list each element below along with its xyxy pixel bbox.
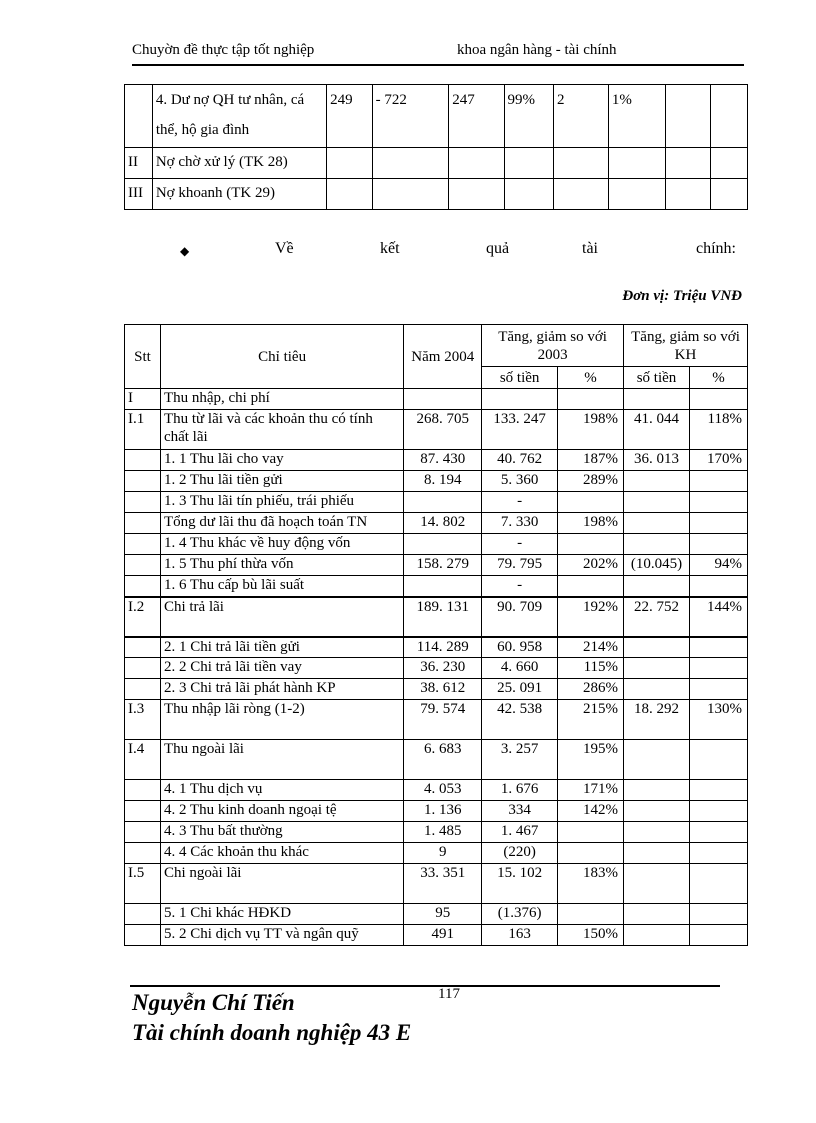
cell-p2 [689,471,747,492]
cell-nam: 6. 683 [404,740,482,780]
cell-p2 [689,534,747,555]
cell-st1: 163 [482,925,558,946]
cell-p1: 202% [558,555,624,576]
page-header [132,42,744,66]
cell-stt: I.5 [125,864,161,904]
cell-p2 [689,637,747,658]
cell-p1: 198% [558,513,624,534]
cell-stt [125,843,161,864]
cell-label: 2. 3 Chi trả lãi phát hành KP [160,679,403,700]
cell-label: Chi ngoài lãi [160,864,403,904]
table-row [125,740,748,780]
cell-label: 2. 2 Chi trả lãi tiền vay [160,658,403,679]
cell-label: Tổng dư lãi thu đã hoạch toán TN [160,513,403,534]
cell-p1: 115% [558,658,624,679]
cell-p1: 192% [558,597,624,637]
table-row [125,637,748,658]
footer-divider [130,985,720,987]
cell-label: 1. 4 Thu khác về huy động vốn [160,534,403,555]
cell-p2: 118% [689,410,747,450]
table-row [125,780,748,801]
cell-st2 [624,864,690,904]
cell-st2 [624,534,690,555]
cell-st2 [624,389,690,410]
cell-p2 [689,389,747,410]
cell-nam [404,534,482,555]
table-row [125,534,748,555]
cell-nam: 189. 131 [404,597,482,637]
cell-stt [125,658,161,679]
cell-st2 [624,843,690,864]
cell-label: 1. 6 Thu cấp bù lãi suất [160,576,403,597]
cell-label: Thu từ lãi và các khoản thu có tính chất lãi [160,410,403,450]
cell-st2 [624,904,690,925]
cell-nam: 268. 705 [404,410,482,450]
cell-p1 [558,843,624,864]
cell-stt: I.1 [125,410,161,450]
continued-loan-table [124,84,748,210]
page-number: 117 [438,986,460,1002]
cell-nam: 36. 230 [404,658,482,679]
table-row [125,555,748,576]
cell-nam: 87. 430 [404,450,482,471]
cell-p1: 198% [558,410,624,450]
cell-p2: 130% [689,700,747,740]
cell-label: Thu nhập lãi ròng (1-2) [160,700,403,740]
cell-st1: 3. 257 [482,740,558,780]
cell-st1: 90. 709 [482,597,558,637]
table-row [125,925,748,946]
cell-nam: 38. 612 [404,679,482,700]
table-row [125,801,748,822]
cell-nam: 79. 574 [404,700,482,740]
cell-nam: 9 [404,843,482,864]
cell-p1: 214% [558,637,624,658]
row-label: Nợ khoanh (TK 29) [152,179,326,210]
cell-st2 [624,492,690,513]
cell-p1: 171% [558,780,624,801]
cell-nam [404,576,482,597]
cell-label: 4. 1 Thu dịch vụ [160,780,403,801]
cell-stt [125,471,161,492]
table-row [125,597,748,637]
table-row [125,471,748,492]
table-row [125,576,748,597]
cell-p2 [689,780,747,801]
cell-st1: 25. 091 [482,679,558,700]
cell-st2 [624,471,690,492]
cell-st2 [624,740,690,780]
section-heading: ◆ Về kết quả tài chính: [180,240,736,258]
cell-st1: 79. 795 [482,555,558,576]
footer-class: Tài chính doanh nghiệp 43 E [132,1020,412,1045]
cell-label: Chi trả lãi [160,597,403,637]
header-stt: Stt [125,325,161,389]
cell-nam: 4. 053 [404,780,482,801]
cell-p1: 150% [558,925,624,946]
cell-p1: 286% [558,679,624,700]
cell-st1: 15. 102 [482,864,558,904]
cell-st1: 40. 762 [482,450,558,471]
cell-p1: 187% [558,450,624,471]
cell-st2: (10.045) [624,555,690,576]
header-right-text: khoa ngân hàng - tài chính [457,42,617,58]
cell-st1: 7. 330 [482,513,558,534]
cell-stt: I [125,389,161,410]
header-year: Năm 2004 [404,325,482,389]
cell-label: 1. 5 Thu phí thừa vốn [160,555,403,576]
cell-stt [125,555,161,576]
cell-label: 1. 1 Thu lãi cho vay [160,450,403,471]
financial-results-table: Stt Chỉ tiêu Năm 2004 Tăng, giảm so với 2003 Tăng, giảm so với KH số tiền % số tiền % I Thu nhập, chi phí I.1 Thu từ lãi và các khoản thu có tính chất lãi 268. 705 133. 247 198% 41. 044 118% 1. 1 Thu lãi cho vay 87. 430 40. 762 187% 36. 013 170% 1. 2 Thu lãi tiền gửi 8. 194 5. 360 289% 1. 3 Thu lãi tín phiếu, trái phiếu - Tổng dư lãi thu đã hoạch toán TN 14. 802 7. 330 198% 1. 4 Thu khác về huy động vốn - 1. 5 Thu phí thừa vốn 158. 279 79. 795 202% (10.045) 94% 1. 6 Thu cấp bù lãi suất - I.2 Chi trả lãi 189. 131 90. 709 192% 22. 752 144% 2. 1 Chi trả lãi tiền gửi 114. 289 60. 958 214% 2. 2 Chi trả lãi tiền vay 36. 230 4. 660 115% 2. 3 Chi trả lãi phát hành KP 38. 612 25. 091 286% I.3 Thu nhập lãi ròng (1-2) 79. 574 42. 538 215% 18. 292 130% I.4 Thu ngoài lãi 6. 683 3. 257 195% 4. 1 Thu dịch vụ 4. 053 1. 676 171% 4. 2 Thu kinh doanh ngoại tệ 1. 136 334 142% 4. 3 Thu bất thường 1. 485 1. 467 4. 4 Các khoản thu khác 9 (220) I.5 Chi ngoài lãi 33. 351 15. 102 183% 5. 1 Chi khác HĐKD 95 (1.376) 5. 2 Chi dịch vụ TT và ngân quỹ 491 163 150% [124,324,748,946]
header-left-text: Chuyờn đề thực tập tốt nghiệp [132,42,315,58]
cell-label: 5. 2 Chi dịch vụ TT và ngân quỹ [160,925,403,946]
cell-p1: 215% [558,700,624,740]
cell-p2 [689,679,747,700]
cell-nam: 1. 485 [404,822,482,843]
cell-st1: 334 [482,801,558,822]
cell-stt [125,904,161,925]
cell-p1 [558,822,624,843]
cell-stt [125,534,161,555]
cell-p2 [689,740,747,780]
cell-stt: I.3 [125,700,161,740]
table-row [125,700,748,740]
cell-st1: 1. 676 [482,780,558,801]
table-row [125,822,748,843]
cell-label: 2. 1 Chi trả lãi tiền gửi [160,637,403,658]
cell-st2 [624,513,690,534]
cell-st1: 133. 247 [482,410,558,450]
cell-label: 4. 2 Thu kinh doanh ngoại tệ [160,801,403,822]
cell-p2 [689,513,747,534]
footer-author: Nguyễn Chí Tiến [132,990,295,1015]
cell-nam: 114. 289 [404,637,482,658]
table-row [125,904,748,925]
cell-st2: 18. 292 [624,700,690,740]
cell-p1: 289% [558,471,624,492]
cell-p2 [689,658,747,679]
cell-p2 [689,843,747,864]
cell-label: 5. 1 Chi khác HĐKD [160,904,403,925]
cell-stt [125,780,161,801]
cell-label: Thu nhập, chi phí [160,389,403,410]
table-row [125,410,748,450]
table-row [125,450,748,471]
cell-stt [125,925,161,946]
cell-p1 [558,576,624,597]
cell-p2 [689,822,747,843]
cell-st1: 5. 360 [482,471,558,492]
cell-st2: 41. 044 [624,410,690,450]
cell-st2 [624,801,690,822]
cell-nam: 491 [404,925,482,946]
cell-p2: 144% [689,597,747,637]
cell-label: 4. 4 Các khoản thu khác [160,843,403,864]
cell-p1: 195% [558,740,624,780]
header-vs-2003: Tăng, giảm so với 2003 [482,325,624,367]
cell-nam [404,389,482,410]
diamond-bullet-icon: ◆ [180,244,190,258]
cell-nam: 158. 279 [404,555,482,576]
cell-st1: 42. 538 [482,700,558,740]
table-row [125,864,748,904]
cell-p2: 170% [689,450,747,471]
cell-stt [125,637,161,658]
cell-st2 [624,658,690,679]
header-chitieu: Chỉ tiêu [160,325,403,389]
cell-st1: - [482,492,558,513]
cell-stt [125,513,161,534]
cell-st1: 4. 660 [482,658,558,679]
cell-nam: 1. 136 [404,801,482,822]
cell-st1: (1.376) [482,904,558,925]
unit-label: Đơn vị: Triệu VNĐ [622,288,742,304]
row-label: Nợ chờ xử lý (TK 28) [152,148,326,179]
row-label: 4. Dư nợ QH tư nhân, cá thể, hộ gia đình [152,85,326,148]
table-row [125,843,748,864]
cell-st2 [624,925,690,946]
cell-nam: 14. 802 [404,513,482,534]
cell-st2: 22. 752 [624,597,690,637]
cell-stt [125,492,161,513]
cell-p2 [689,576,747,597]
cell-nam: 33. 351 [404,864,482,904]
cell-p1 [558,492,624,513]
table-row [125,679,748,700]
cell-label: 1. 3 Thu lãi tín phiếu, trái phiếu [160,492,403,513]
cell-p2 [689,801,747,822]
cell-p1 [558,534,624,555]
cell-st1 [482,389,558,410]
cell-st2 [624,637,690,658]
cell-stt [125,822,161,843]
cell-stt [125,679,161,700]
cell-stt [125,450,161,471]
cell-p1: 142% [558,801,624,822]
cell-label: 1. 2 Thu lãi tiền gửi [160,471,403,492]
cell-nam: 8. 194 [404,471,482,492]
cell-p2 [689,492,747,513]
table-row [125,513,748,534]
cell-st1: - [482,576,558,597]
cell-st2 [624,780,690,801]
table-row [125,389,748,410]
table-row: II Nợ chờ xử lý (TK 28) [125,148,748,179]
header-vs-plan: Tăng, giảm so với KH [624,325,748,367]
cell-p1 [558,389,624,410]
cell-stt [125,576,161,597]
cell-label: Thu ngoài lãi [160,740,403,780]
table-row [125,658,748,679]
cell-p2 [689,904,747,925]
cell-label: 4. 3 Thu bất thường [160,822,403,843]
cell-p1 [558,904,624,925]
cell-st2 [624,679,690,700]
cell-st1: 60. 958 [482,637,558,658]
table-row: III Nợ khoanh (TK 29) [125,179,748,210]
cell-st2 [624,822,690,843]
cell-nam [404,492,482,513]
cell-stt: I.4 [125,740,161,780]
cell-st1: - [482,534,558,555]
cell-nam: 95 [404,904,482,925]
cell-p2 [689,864,747,904]
cell-stt: I.2 [125,597,161,637]
cell-p2 [689,925,747,946]
cell-st2 [624,576,690,597]
cell-st1: (220) [482,843,558,864]
table-row [125,492,748,513]
cell-st2: 36. 013 [624,450,690,471]
cell-p1: 183% [558,864,624,904]
cell-st1: 1. 467 [482,822,558,843]
table-row: 4. Dư nợ QH tư nhân, cá thể, hộ gia đình 249 - 722 247 99% 2 1% [125,85,748,148]
cell-stt [125,801,161,822]
cell-p2: 94% [689,555,747,576]
